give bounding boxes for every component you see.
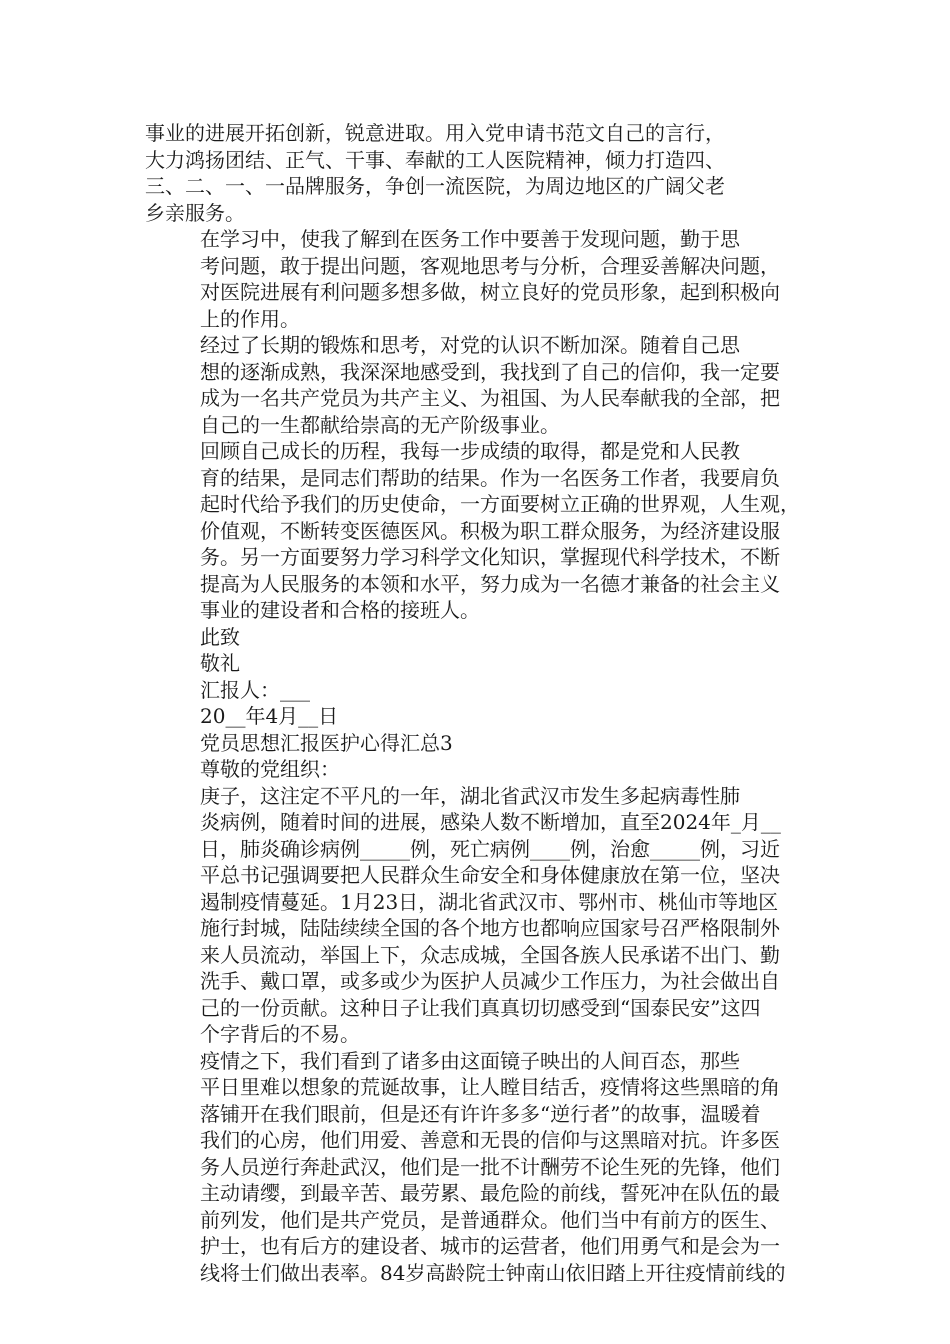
document-body <box>145 120 815 1286</box>
paragraph <box>145 332 815 438</box>
text-line: 回顾自己成长的历程，我每一步成绩的取得，都是党和人民教 <box>200 439 740 463</box>
text-line: 施行封城，陆陆续续全国的各个地方也都响应国家号召严格限制外 <box>200 916 780 940</box>
text-line: 想的逐渐成熟，我深深地感受到，我找到了自己的信仰，我一定要 <box>200 359 780 384</box>
text-line: 平日里难以想象的荒诞故事，让人瞠目结舌，疫情将这些黑暗的角 <box>200 1075 780 1099</box>
text-line: 庚子，这注定不平凡的一年，湖北省武汉市发生多起病毒性肺 <box>200 783 740 808</box>
text-line: 20__年4月__日 <box>200 704 339 728</box>
text-line: 三、二、一、一品牌服务，争创一流医院，为周边地区的广阔父老 <box>145 174 725 198</box>
paragraph <box>145 1048 815 1287</box>
text-line: 事业的进展开拓创新，锐意进取。用入党申请书范文自己的言行， <box>145 121 725 145</box>
text-line: 我们的心房，他们用爱、善意和无畏的信仰与这黑暗对抗。许多医 <box>200 1128 780 1152</box>
paragraph <box>145 756 815 783</box>
paragraph <box>145 120 815 226</box>
text-line: 炎病例，随着时间的进展，感染人数不断增加，直至2024年_月__ <box>200 810 781 834</box>
text-line: 己的一份贡献。这种日子让我们真真切切感受到“国泰民安”这四 <box>200 995 761 1020</box>
text-line: 落铺开在我们眼前，但是还有许许多多“逆行者”的故事，温暖着 <box>200 1101 761 1126</box>
text-line: 务。另一方面要努力学习科学文化知识，掌握现代科学技术，不断 <box>200 545 780 569</box>
text-line: 疫情之下，我们看到了诸多由这面镜子映出的人间百态，那些 <box>200 1048 740 1073</box>
text-line: 价值观，不断转变医德医风。积极为职工群众服务，为经济建设服 <box>200 518 780 543</box>
text-line: 尊敬的党组织： <box>200 757 340 781</box>
text-line: 洗手、戴口罩，或多或少为医护人员减少工作压力，为社会做出自 <box>200 969 780 993</box>
paragraph <box>145 783 815 1048</box>
text-line: 汇报人：___ <box>200 677 310 702</box>
text-line: 自己的一生都献给崇高的无产阶级事业。 <box>200 412 560 437</box>
text-line: 大力鸿扬团结、正气、干事、奉献的工人医院精神，倾力打造四、 <box>145 147 725 172</box>
text-line: 务人员逆行奔赴武汉，他们是一批不计酬劳不论生死的先锋，他们 <box>200 1154 780 1179</box>
text-line: 对医院进展有利问题多想多做，树立良好的党员形象，起到积极向 <box>200 280 780 304</box>
text-line: 育的结果，是同志们帮助的结果。作为一名医务工作者，我要肩负 <box>200 465 780 490</box>
text-line: 前列发，他们是共产党员，是普通群众。他们当中有前方的医生、 <box>200 1207 780 1232</box>
paragraph <box>145 730 815 757</box>
text-line: 来人员流动，举国上下，众志成城，全国各族人民承诺不出门、勤 <box>200 942 780 967</box>
text-line: 此致 <box>200 624 240 649</box>
text-line: 上的作用。 <box>200 306 300 331</box>
text-line: 日，肺炎确诊病例_____例，死亡病例____例，治愈_____例，习近 <box>200 836 780 861</box>
text-line: 平总书记强调要把人民群众生命安全和身体健康放在第一位，坚决 <box>200 863 780 887</box>
text-line: 提高为人民服务的本领和水平，努力成为一名德才兼备的社会主义 <box>200 571 780 596</box>
paragraph <box>145 677 815 704</box>
text-line: 起时代给予我们的历史使命，一方面要树立正确的世界观，人生观， <box>200 492 800 516</box>
text-line: 敬礼 <box>200 651 240 675</box>
paragraph <box>145 624 815 651</box>
paragraph <box>145 226 815 332</box>
text-line: 考问题，敢于提出问题，客观地思考与分析，合理妥善解决问题， <box>200 253 780 278</box>
text-line: 成为一名共产党员为共产主义、为祖国、为人民奉献我的全部，把 <box>200 386 780 410</box>
text-line: 线将士们做出表率。84岁高龄院士钟南山依旧踏上开往疫情前线的 <box>200 1260 786 1285</box>
paragraph <box>145 703 815 730</box>
text-line: 个字背后的不易。 <box>200 1022 360 1046</box>
text-line: 党员思想汇报医护心得汇总3 <box>200 730 453 755</box>
text-line: 事业的建设者和合格的接班人。 <box>200 598 480 622</box>
text-line: 护士，也有后方的建设者、城市的运营者，他们用勇气和是会为一 <box>200 1234 780 1258</box>
paragraph <box>145 438 815 624</box>
text-line: 遏制疫情蔓延。1月23日，湖北省武汉市、鄂州市、桃仙市等地区 <box>200 889 779 914</box>
text-line: 乡亲服务。 <box>145 200 245 225</box>
text-line: 经过了长期的锻炼和思考，对党的认识不断加深。随着自己思 <box>200 333 740 357</box>
text-line: 在学习中，使我了解到在医务工作中要善于发现问题，勤于思 <box>200 227 740 251</box>
text-line: 主动请缨，到最辛苦、最劳累、最危险的前线，誓死冲在队伍的最 <box>200 1181 780 1205</box>
paragraph <box>145 650 815 677</box>
